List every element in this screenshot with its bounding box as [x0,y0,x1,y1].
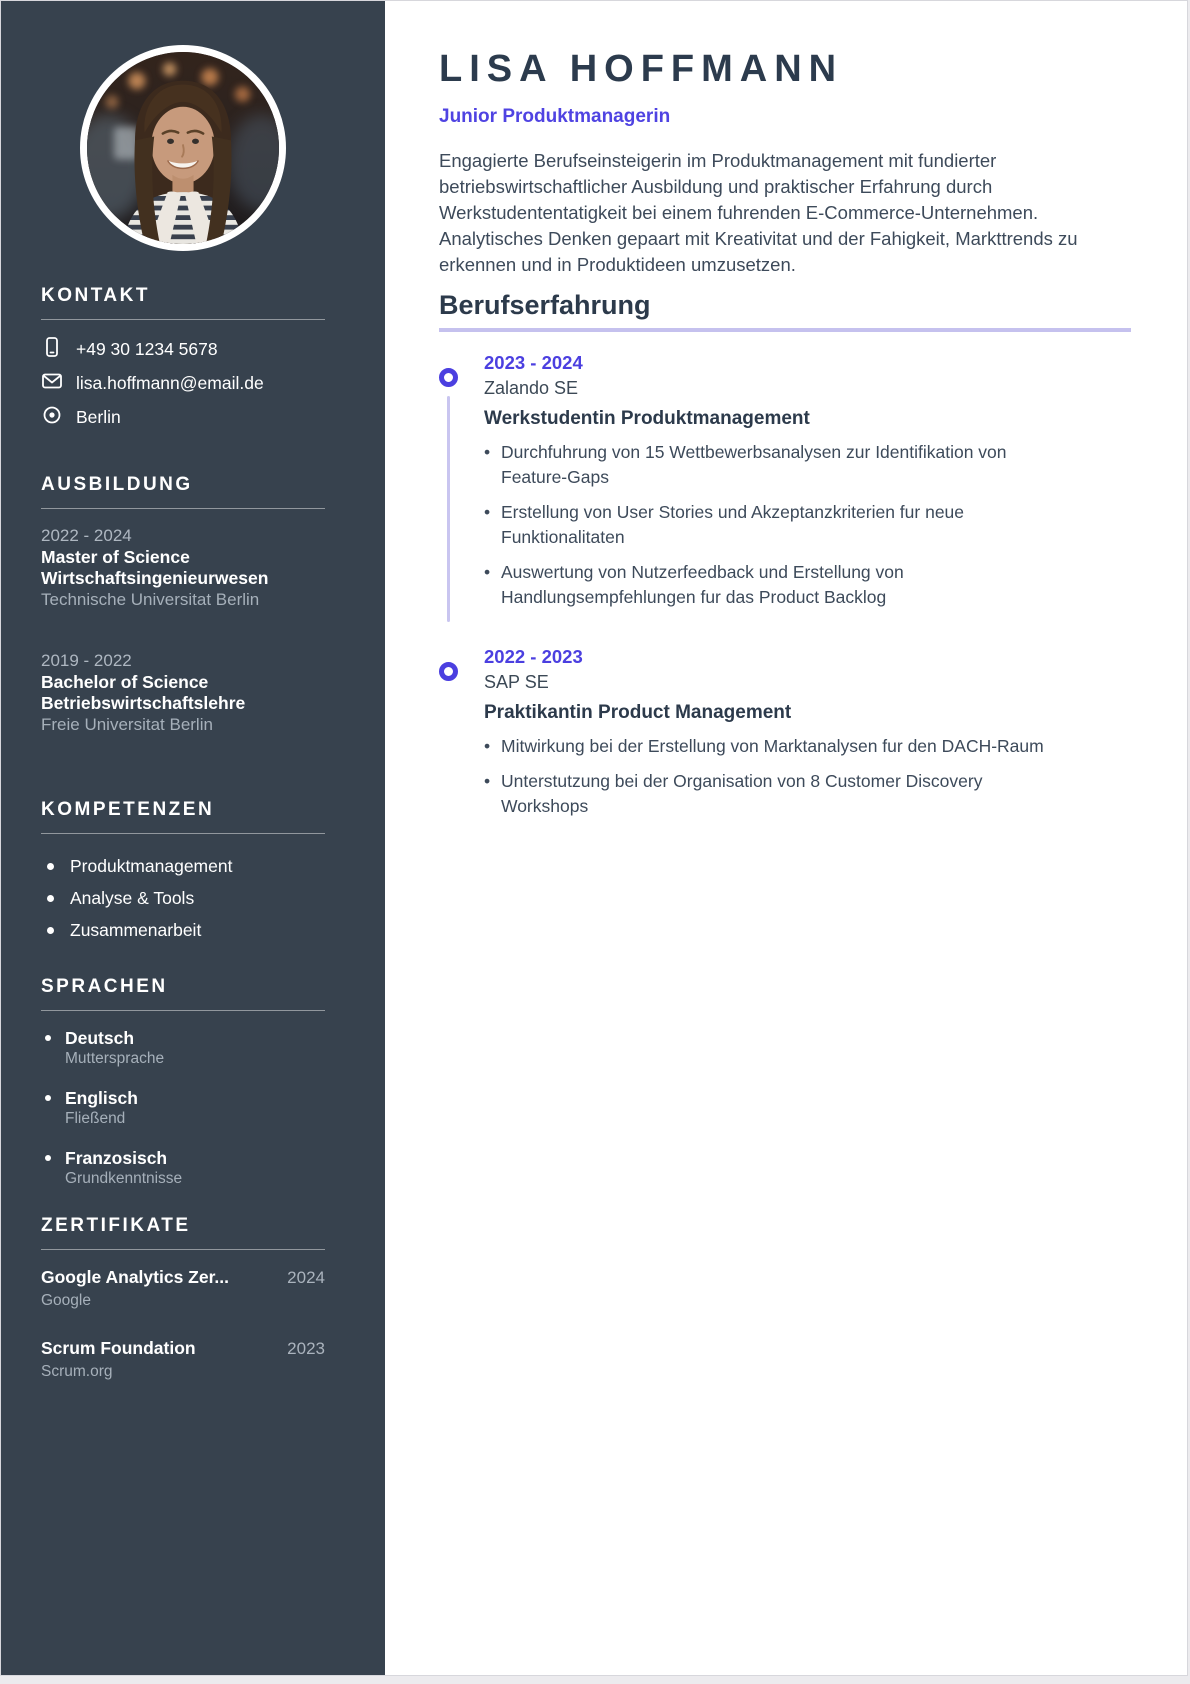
section-skills [41,799,325,946]
certificate-year: 2024 [287,1268,325,1287]
certificate-year: 2023 [287,1339,325,1358]
language-name: Deutsch [41,1027,325,1049]
timeline-marker-icon [439,368,458,387]
education-degree: Master of Science Wirtschaftsingenieurwesen [41,547,269,588]
section-certificates [41,1215,325,1382]
language-level: Muttersprache [65,1050,165,1067]
languages-heading: SPRACHEN [41,976,325,1011]
experience-role: Praktikantin Product Management [484,701,792,723]
contact-row-location [41,404,325,430]
experience-bullet-list [484,440,1069,610]
experience-heading-underline [439,328,1131,332]
certificate-row [41,1266,325,1288]
certificate-name: Google Analytics Zer... [41,1267,230,1287]
experience-period: 2022 - 2023 [484,645,583,667]
experience-entry [439,352,1131,610]
section-experience [439,288,1131,819]
skill-item: Analyse & Tools [41,882,325,914]
contact-location-value: Berlin [76,406,121,427]
skill-item: Zusammenarbeit [41,914,325,946]
section-education [41,474,325,735]
main-content [385,1,1187,1675]
education-heading: AUSBILDUNG [41,474,325,509]
experience-period: 2023 - 2024 [484,351,583,373]
skill-item: Produktmanagement [41,850,325,882]
education-period: 2022 - 2024 [41,526,132,545]
contact-row-phone [41,336,325,362]
section-contact [41,285,325,430]
experience-bullet: • Auswertung von Nutzerfeedback und Erstellung von Handlungsempfehlungen fur das Product Backlog [484,560,1069,610]
section-languages [41,976,325,1189]
language-level: Fließend [65,1110,126,1127]
language-item [41,1027,325,1069]
certificate-name: Scrum Foundation [41,1338,196,1358]
profile-summary: Engagierte Berufseinsteigerin im Produktmanagement mit fundierter betriebswirtschaftlicher Ausbildung und praktischer Erfahrung durch Werkstudententatigkeit bei einem fuhrenden E-Commerce-Unternehmen. Analytisches Denken gepaart mit Kreativitat und der Fahigkeit, Markttrends zu erkennen und in Produktideen umzusetzen. [439,149,1078,275]
experience-bullet: • Durchfuhrung von 15 Wettbewerbsanalysen zur Identifikation von Feature-Gaps [484,440,1069,490]
skill-list [41,850,325,946]
experience-bullet: • Unterstutzung bei der Organisation von 8 Customer Discovery Workshops [484,769,1069,819]
profile-photo-image [87,52,279,244]
experience-heading: Berufserfahrung [439,289,651,320]
language-name: Franzosisch [41,1147,325,1169]
language-item [41,1087,325,1129]
sidebar [1,1,385,1675]
experience-bullet: • Mitwirkung bei der Erstellung von Marktanalysen fur den DACH-Raum [484,734,1069,759]
page-title: LISA HOFFMANN [439,48,844,90]
contact-email-value: lisa.hoffmann@email.de [76,372,264,393]
language-item [41,1147,325,1189]
contact-phone-value: +49 30 1234 5678 [76,338,218,359]
experience-company: SAP SE [484,671,549,692]
language-name: Englisch [41,1087,325,1109]
education-school: Freie Universitat Berlin [41,715,213,734]
certificates-heading: ZERTIFIKATE [41,1215,325,1250]
education-school: Technische Universitat Berlin [41,590,260,609]
certificate-item [41,1266,325,1311]
education-item [41,650,325,735]
certificate-issuer: Google [41,1292,91,1309]
education-degree: Bachelor of Science Betriebswirtschaftslehre [41,672,246,713]
certificate-row [41,1337,325,1359]
timeline-marker-icon [439,662,458,681]
experience-bullet: • Erstellung von User Stories und Akzeptanzkriterien fur neue Funktionalitaten [484,500,1069,550]
language-level: Grundkenntnisse [65,1170,183,1187]
experience-company: Zalando SE [484,377,579,398]
certificate-issuer: Scrum.org [41,1363,113,1380]
contact-row-email [41,370,325,396]
experience-bullet-list [484,734,1069,819]
job-title: Junior Produktmanagerin [439,106,671,127]
profile-photo [80,45,286,251]
certificate-item [41,1337,325,1382]
contact-heading: KONTAKT [41,285,325,320]
phone-icon [41,336,63,363]
experience-entry [439,646,1131,819]
education-period: 2019 - 2022 [41,651,132,670]
education-item [41,525,325,610]
skills-heading: KOMPETENZEN [41,799,325,834]
email-icon [41,370,63,397]
location-icon [41,404,63,431]
experience-role: Werkstudentin Produktmanagement [484,407,810,429]
